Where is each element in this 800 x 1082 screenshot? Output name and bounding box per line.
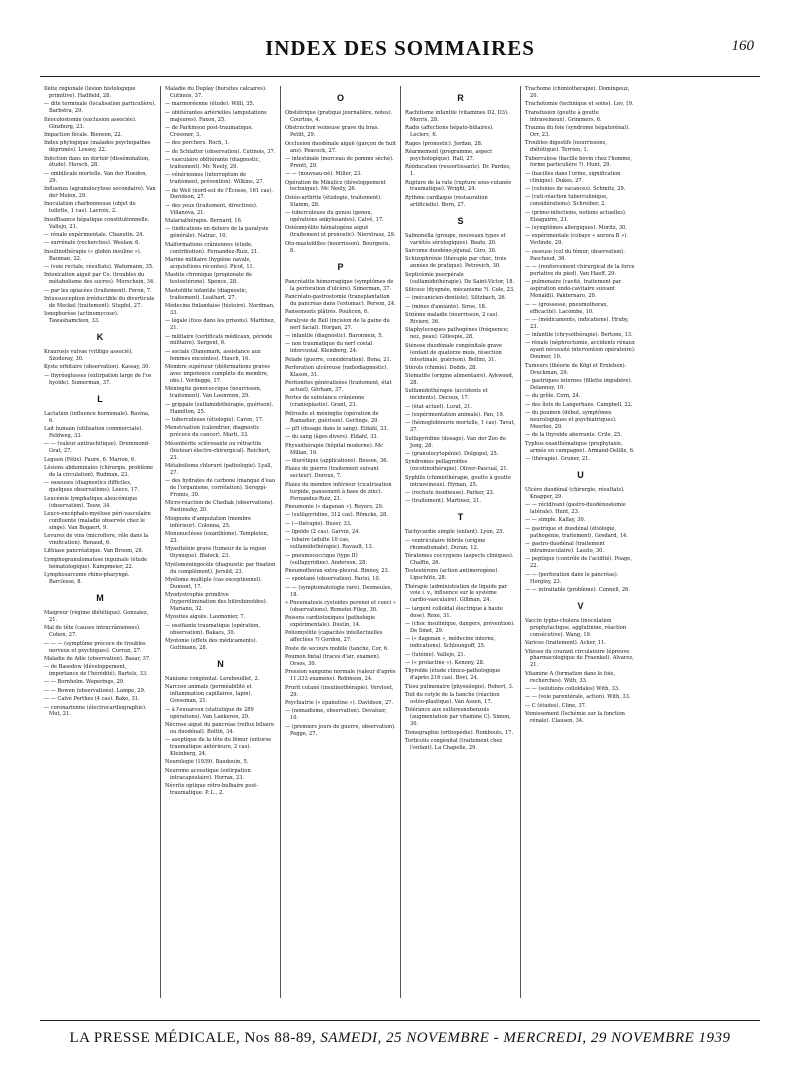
page-title: INDEX DES SOMMAIRES: [265, 36, 535, 60]
section-letter: S: [457, 215, 464, 226]
index-entry: — (argent colloïdal électrique à haute dose). Rexe, 31.: [405, 605, 503, 619]
index-entry: Ionophorèse (actinomycose). Tawashamcken, 33.: [44, 311, 119, 325]
index-entry: Lactation (influence hormonale). Ravina, 6.: [44, 410, 150, 424]
index-entry: Stomatite (origine alimentaire). Aykwood, 28.: [405, 373, 514, 387]
index-entry: Maladie de Adie (observation). Basar, 37.: [44, 655, 151, 662]
index-entry: — (« prolactine »). Kenony, 28.: [405, 660, 485, 667]
index-entry: Toit du cotyle de la hanche (réaction ostéo-plastique). Van Assen, 17.: [405, 692, 500, 705]
page-number: 160: [731, 38, 754, 54]
index-entry: — — (symptomatologie rare). Desmeules, 18.: [285, 584, 393, 598]
index-entry: — (nomadisme, observation). Devaluer, 10.: [285, 708, 387, 722]
index-entry: Vitamine A (formation dans le foie, recherches). With, 33.: [525, 670, 616, 684]
section-letter: P: [337, 261, 344, 272]
index-entry: — (—thérapie). Buser, 33.: [285, 520, 352, 527]
index-entry: — — (nouveau-né). Miller, 23.: [285, 171, 362, 178]
index-entry: — osseuse (col du fémur, observation). Paschoud, 36.: [525, 248, 625, 262]
index-entry: — (lutéine). Vallejo, 21.: [405, 651, 466, 658]
section-letter: T: [457, 512, 464, 523]
index-entry: Typhus exanthématique (prophylaxie, armée en campagne). Armand-Delille, 6.: [525, 440, 635, 454]
index-entry: Ostéo-arthrite (étiologie, traitement). Stamm, 28.: [285, 194, 382, 208]
index-entry: — rénale expérimentale. Chanutin. 24.: [44, 232, 145, 239]
index-entry: Trauma du foie (syndrome hépatorénal). Orr, 23.: [525, 124, 630, 138]
index-entry: Infection dans un dortoir (dissémination, étude). Horsch, 28.: [44, 155, 150, 169]
index-entry: — intestinale (morceau de pomme séché). Prentt, 29.: [285, 155, 394, 169]
index-entry: Testostérone (action antimorogène). Lipschütz, 28.: [405, 568, 499, 582]
index-entry: Réarmement (programme, aspect psychologique). Hall, 27.: [405, 148, 493, 162]
index-entry: — ventriculaire fébrile (origine rhumatismale). Duran, 12.: [405, 537, 486, 551]
index-entry: — aseptique de la tête du fémur (entorse traumatique antérieure, 2 cas). Kleinberg, 24.: [165, 737, 272, 758]
index-entry: Leguen (Félix). Faure, 6. Marion, 6.: [44, 456, 136, 463]
index-entry: — tuberculeuse (étiologie). Caren, 17.: [165, 416, 264, 423]
index-entry: Stérols (chimie). Dodds, 28.: [405, 364, 477, 371]
index-entry: — C (études). Cline, 37.: [525, 702, 587, 709]
index-entry: — (sulfapyridine, 312 cas). Römcke, 28.: [285, 512, 388, 519]
index-entry: Poumon fœtal (traces d'air, examen). Orsos, 30.: [285, 654, 381, 668]
index-entry: Rachitisme infantile (vitamines D2, D3). Morris, 28.: [405, 110, 509, 123]
index-entry: Vomissement (Ischémie sur la fonction rénale). Clausen, 34.: [525, 711, 625, 725]
index-entry: Lymphogranulomatose inguinale (étude hématologique). Kampmeier, 22.: [44, 556, 148, 570]
index-entry: — lipoïde (2 cas). Garvin, 24.: [285, 528, 361, 535]
index-entry: Plaies de guerre (traitement suivant secteur). Duroux, 7.: [285, 466, 379, 480]
index-entry: — de la thyroïde aberrante. Crile, 25.: [525, 432, 622, 439]
section-letter: M: [96, 592, 104, 603]
index-entry: Kraurosis vulvae (vitiligo associé). Szodoray, 30.: [44, 349, 133, 363]
index-entry: Myosites aiguës. Laumonier, 7.: [165, 614, 246, 621]
index-entry: Péritonites généralisées (traitement, état actuel). Görham, 37.: [285, 380, 392, 394]
index-entry: Poliomyélite (capacités intellectuelles affectées ?) Gordon, 27.: [285, 630, 383, 644]
index-entry: Médecine finlandaise (histoire). Nordman, 33.: [165, 302, 275, 316]
index-entry: Tératomes coccygiens (aspects cliniques). Chaffin, 26.: [405, 552, 514, 566]
index-entry: Leucémie lymphatique aleucémique (observation). Touw, 34.: [44, 495, 138, 509]
index-entry: Insulinothérapie (« globin insuline »). Bauman, 22.: [44, 248, 142, 262]
index-entry: — (mines d'amiante). Siroe, 18.: [405, 303, 487, 310]
index-entry: — des porchers. Roch, 1.: [165, 140, 230, 147]
index-entry: — ossifiante traumatique (opération, observation). Bakacs, 30.: [165, 622, 260, 636]
index-entry: Mal de tête (causes intracrâniennes). Cohen, 27.: [44, 625, 141, 639]
index-entry: Mésentérite sclérosante ou rétractile (bistouri électro-chirurgical). Reichert, 23.: [165, 440, 271, 461]
index-entry: Septicémie puerpérale (sulfamidothérapie). De Saint-Victor, 18.: [405, 271, 515, 285]
index-entry: — ombilicale mortelle. Van der Hoeden, 29.: [44, 170, 147, 184]
index-entry: Occlusion duodénale aiguë (garçon de huit ans). Peacock, 27.: [285, 140, 396, 154]
index-entry: Maladie du Duplay (bursites calcaires). Cutinois, 37.: [165, 86, 267, 99]
index-entry: Sulfapyridine (dosage). Van der Zoo de Jong, 28.: [405, 435, 506, 449]
index-entry: — — (voie parentérale, action). With, 33.: [525, 694, 631, 701]
index-entry: — — (valeur antirachitique). Drummond-Grat, 27.: [44, 441, 150, 455]
index-entry: Paralysie de Bell (incision de la gaine du nerf facial). Horgan, 27.: [285, 317, 390, 331]
section-letter: V: [577, 600, 584, 611]
index-entry: Prurit cutané (insulinothérapie). Vervloet, 29.: [285, 684, 394, 698]
index-entry: — thyréoglosses (extirpation large de l'os hyoïde). Sumerman, 37.: [44, 372, 152, 386]
index-entry: Mastite chronique (propionate de testostérone). Spence, 28.: [165, 272, 252, 286]
index-entry: — vénériennes (interruption de traitement, prévention). Wilkins, 27.: [165, 172, 265, 186]
index-entry: Varices (traitement). Acker, 11.: [525, 640, 606, 647]
index-entry: Silicose (dyspnée, mécanisme ?). Cole, 23.: [405, 286, 515, 293]
index-entry: Malariathérapie. Bernard, 16.: [165, 218, 243, 225]
index-entry: — — (médicaments, indications). Hruby, 23.: [525, 316, 629, 330]
index-entry: Rééducation (ressortissants). Dr. Pardes, 1.: [405, 164, 511, 178]
index-entry: — peptique (contrôle de l'acidité). Poage, 22.: [525, 556, 632, 570]
index-entry: Rythme cardiaque (restauration artificielle). Born, 27.: [405, 194, 488, 208]
index-entry: Opération de Mikulicz (développement technique). Mc Neely, 26.: [285, 179, 386, 193]
index-entry: Levures de vins (microflore, rôle dans la vinification). Renaud, 6.: [44, 533, 149, 547]
index-column: [280, 86, 400, 998]
index-entry: Myodystrophie primitive (hyperélimination des bilirubinoïdes). Marianu, 32.: [165, 592, 268, 613]
index-entry: Rupture de la rate (rupture sous-cutanée traumatique). Wright, 24.: [405, 179, 512, 193]
index-entry: — (primo-infections, notions actuelles). Eizaguirre, 21.: [525, 209, 627, 223]
index-entry: — pH (dosage dans le sang). Eldahl, 33.: [285, 426, 389, 433]
index-entry: — — Bornholm. Weperings, 29.: [44, 679, 125, 686]
index-entry: — (mécanicien-dentiste). Siltzbach, 26.: [405, 295, 507, 302]
index-entry: — par les opiacées (traitement). Feron, 7.: [44, 287, 152, 294]
index-entry: Pansements plâtrés. Poulicen, 6.: [285, 309, 369, 316]
index-entry: Vaccin typho-cholera (inoculation prophylactique, agglutinine, réaction consécutive). Wang, 19.: [525, 617, 627, 638]
index-entry: Poisons cardiotoxiques (pathologie expérimentale). Dustin, 14.: [285, 615, 376, 629]
index-entry: — gastrique et duodénal (étiologie, pathogénie, traitement). Gosdard, 14.: [525, 525, 628, 539]
index-entry: Micro-réaction de Chediak (observations). Pastinszky, 30.: [165, 500, 275, 514]
index-entry: — militaire (certificats médicaux, période militaire). Sergent, 6.: [165, 333, 273, 347]
index-entry: — (état actuel). Lurat, 21.: [405, 403, 473, 410]
index-entry: Mononucléose (exanthème). Templeton, 23.: [165, 531, 269, 544]
index-entry: Plaies du membre inférieur (cicatrisation torpide, pansement à base de zinc). Fernandez-Ruiz, 21.: [285, 481, 392, 502]
index-entry: — (voie rectale, résultats). Wahzmann, 35.: [44, 264, 154, 270]
footer-issue: Nos 88-89,: [244, 1030, 317, 1046]
index-entry: Kyste orbitaire (observation). Kassay, 30.: [44, 364, 151, 371]
index-entry: — (« dagenan », médecine interne, indications). Schloungoff, 35.: [405, 636, 496, 650]
index-column: [400, 86, 520, 998]
index-entry: — — (renforcement chirurgical de la force portative du pied). Van Haeff, 29.: [525, 264, 635, 277]
index-entry: Schizophrénie (thérapie par choc, trois années de pratique). Petrovich, 30.: [405, 256, 507, 270]
index-entry: — des yeux (traitement, directives). Villanova, 21.: [165, 202, 258, 216]
index-entry: — surrénale (recherches). Weslaw. 6.: [44, 240, 141, 247]
index-entry: « Pneumatosis cystoides perenei et coeci » (observations). Remetei-Filep, 30.: [285, 599, 396, 613]
index-column: [520, 86, 640, 998]
index-entry: Ostéomyélite hématogène aiguë (traitement et pronostic). Nierstrasz, 29.: [285, 225, 396, 239]
index-entry: — légale (fous dans les prisons). Martinez, 21.: [165, 318, 276, 332]
index-entry: — — intraitable (problème). Connell, 26.: [525, 586, 630, 593]
index-entry: Trachotomie (technique et soins). Lev, 19.: [525, 101, 634, 108]
index-entry: Névrite optique rétro-bulbaire post-traumatique. P. L., 2.: [165, 783, 258, 797]
index-entry: Maigreur (régime diététique). Gonzalez, 21.: [44, 609, 149, 623]
index-entry: — du grêle. Corn, 24.: [525, 393, 581, 400]
index-entry: — vasculaire oblitérante (diagnostic, traitement). Mc Neely, 29.: [165, 156, 261, 170]
index-column: [160, 86, 280, 998]
index-entry: Insuffisance hépatique constitutionnelle. Vallejo, 21.: [44, 216, 150, 230]
index-entry: Nécrose aiguë du pancréas (reflux biliaire ou duodénal). Bottin, 34.: [165, 721, 275, 735]
index-entry: Pneumothorax extra-pleural. Binney, 23.: [285, 567, 390, 574]
index-entry: — — simple. Kallay, 30.: [525, 517, 586, 524]
index-entry: Vitesse du courant circulatoire (épreuve pharmacologique de Fraenkel). Alvarez, 21.: [525, 648, 634, 669]
index-entry: — de Basedow (développement, importance de l'hérédité). Bartels, 33.: [44, 664, 148, 678]
index-entry: Myasthénie grave (tumeur de la région thymique). Blalock, 23.: [165, 546, 267, 560]
index-entry: Syphilis (chimiothérapie, goutte à goutte intraveineux). Hyman, 25.: [405, 474, 511, 488]
index-entry: — (traitement). Martinez, 21.: [405, 498, 481, 505]
index-entry: Oto-mastoïdites (nourrisson). Bourgeois, 8.: [285, 240, 391, 254]
index-entry: Physiothérapie (hôpital moderne). Mc Millan, 19.: [285, 442, 383, 456]
index-entry: Lait humain (utilisation commerciale). Feldweg, 33.: [44, 426, 143, 439]
index-entry: Myotonie (effets des médicaments). Guttmann, 28.: [165, 638, 258, 652]
index-entry: — infantile (chrysothérapie). Bertone, 13.: [525, 332, 633, 339]
index-entry: Pneumonie (« dagenan »). Reyers, 29.: [285, 503, 384, 510]
index-entry: — à l'eunarcon (statistique de 289 opérations). Van Lankeren, 29.: [165, 706, 254, 720]
index-entry: — grippale (sulfamidothérapie, guérison). Hamilton, 25.: [165, 401, 274, 415]
index-entry: — des îlots de Langerhans. Campbell, 22.: [525, 401, 633, 408]
index-entry: Tolérance aux sulfaresnobenzols (augmentation par vitamine C). Simon, 30.: [405, 707, 511, 728]
index-entry: Psychiatrie (« épanutine »). Davidson, 27.: [285, 699, 394, 706]
index-entry: Rages (pronostic). Jordan, 28.: [405, 140, 483, 147]
footer-rule: [40, 1020, 760, 1021]
index-entry: Pancréatite hémorragique (symptômes de la perforation d'ulcère). Simerman, 37.: [285, 278, 394, 292]
index-entry: Staphylocoques pathogènes (fréquence; nez, peau). Gillespie, 28.: [405, 327, 509, 341]
index-entry: Pétrosite et méningite (opération de Ramadier, guérison). Gerlings, 29.: [285, 410, 379, 424]
index-entry: Pelade (guerre, considération). Bona, 21.: [285, 356, 392, 363]
index-entry: Ulcère duodénal (chirurgie, résultats). Knapper, 29.: [525, 486, 625, 500]
index-entry: — sociale (Danemark, assistance aux femmes enceintes). Hauch, 16.: [165, 348, 261, 362]
index-entry: — coronarienne (électrocardiographie). Mut, 21.: [44, 704, 147, 718]
section-letter: O: [336, 93, 344, 103]
section-letter: L: [97, 393, 103, 404]
index-entry: — (choc insulinique, dangers, prévention). De Smet, 29.: [405, 621, 515, 635]
index-entry: Métabolisme chloruré (pathologie). Lyall, 27.: [165, 462, 273, 476]
index-entry: — tuberculeuse du genou (genou, opérations ankylosantes). Calvé, 17.: [285, 210, 384, 224]
index-entry: — (cuti-réaction tuberculinique, considérations). Schreiber, 2.: [525, 194, 608, 208]
index-entry: Intoxication aiguë par Co. (troubles du métabolisme des sucres). Morschein, 34.: [44, 272, 155, 286]
index-column: [40, 86, 160, 998]
index-entry: Iléocolostomie (exclusion associée). Ginzburg, 23.: [44, 116, 137, 130]
index-entry: — — (perforation dans le pancréas). Horgley, 23.: [525, 571, 619, 585]
index-entry: — — Bowen (observations). Lampe, 29.: [44, 687, 146, 694]
index-entry: Méningite gonococcique (nourrisson, traitement). Van Loenrenn, 29.: [165, 386, 262, 400]
index-entry: Obstétrique (pratique journalière, notes). Courtois, 4.: [285, 110, 393, 123]
index-entry: Thyroïde (étude clinico-pathologique d'après 216 cas). Bovi, 24.: [405, 668, 501, 682]
index-entry: Poste de secours mobile (tanche, Cor, 6.: [285, 645, 389, 652]
index-entry: Membre supérieur (déformations graves avec impotence complète du membre, obs.). Verdegge, 17.: [165, 364, 270, 385]
index-entry: Lymphosarcome rhino-pharyngé. Barclesse, 8.: [44, 572, 130, 585]
index-entry: Malformations crâniennes (étude, contribution). Fernandez-Ruiz, 21.: [165, 241, 259, 255]
section-letter: U: [577, 469, 584, 480]
index-entry: Narcose animale (perméabilité et inflammation capillaires, lapin). Gressman, 21.: [165, 684, 253, 705]
index-entry: Pertes de substance crânienne (cranioplastie). Grant, 23.: [285, 395, 365, 409]
index-entry: — (bacilles dans l'urine, signification clinique). Dukes, 27.: [525, 170, 621, 184]
index-entry: — diurétique (applications). Bessoe, 36.: [285, 458, 389, 465]
index-entry: Mastoïdite infantile (diagnostic, traitement). Leathart, 27.: [165, 287, 248, 301]
index-entry: Moignons d'amputation (membre inférieur). Colonna, 25.: [165, 515, 252, 529]
index-entry: Pancréato-gastrostomie (transplantation du pancréas dans l'estomac). Person, 24.: [285, 293, 396, 307]
index-entry: Salmonella (groupe, nouveaux types et variétés sérologiques). Beato, 20.: [405, 232, 506, 246]
index-entry: — — (grossesse, pneumothorax, efficacité). Lacombe, 10.: [525, 301, 608, 315]
index-entry: Sixième maladie (nourrisson, 2 cas). Riviere, 36.: [405, 312, 500, 325]
index-entry: — lobaire (adulte 10 cas, sulfamidothérapie). Ravault, 13.: [285, 537, 374, 551]
index-entry: Tachycardie simple (enfant). Lyon, 25.: [405, 529, 505, 536]
index-entry: — (indications en dehors de la paralysie générale). Natrac, 10.: [165, 226, 269, 240]
index-entry: Nanisme congénital. Lerebouillet, 2.: [165, 675, 260, 682]
index-entry: Marine militaire (hygiène navale, acquisitions récentes). Picot, 11.: [165, 257, 255, 270]
index-entry: — — (solutions colloïdales) With, 33.: [525, 686, 620, 693]
index-entry: Tissu pulmonaire (physiologie). Robert, 3.: [405, 683, 514, 690]
index-entry: — gastro-duodénal (traitement intramusculaire). Laszlo, 30.: [525, 541, 605, 555]
index-entry: Inoculation charbonneuse (objet de toilette, 1 cas). Lacroix, 2.: [44, 201, 136, 215]
index-entry: — — Calvé Perthes (4 cas). Bako, 31.: [44, 696, 140, 703]
page-footer: [0, 1030, 800, 1047]
index-entry: Tomographie (orthopédie). Rombouts, 17.: [405, 729, 514, 736]
index-entry: Impaction fécale. Bienson, 22.: [44, 131, 123, 138]
index-entry: Lithiase pancréatique. Van Broom, 28.: [44, 548, 144, 555]
index-entry: Troubles digestifs (nourrissons, diététique). Terrien, 1.: [525, 140, 607, 154]
index-entry: — rénale (néphrectomie, accidents rénaux ayant nécessité intervention opératoire). Doumer, 10.: [525, 340, 636, 361]
index-entry: Index phylogique (malades psychopathes déprimés). Lossey, 22.: [44, 140, 151, 154]
footer-journal: LA PRESSE MÉDICALE,: [69, 1030, 241, 1046]
index-entry: — oblitérantes artérielles (amputations majeures). Faxon, 25.: [165, 109, 267, 123]
index-entry: — pneumococcique (type II) (sulfapyridine). Anderson, 28.: [285, 552, 368, 566]
index-entry: — infantile (diagnostic). Baronneix, 5.: [285, 332, 384, 339]
index-entry: Trachome (chimiothérapie). Domingeuz, 20.: [525, 86, 630, 99]
index-entry: — de Schlatter (observation). Cutinois, 37.: [165, 148, 276, 155]
index-entry: — (colonies de vacances). Schmitz, 29.: [525, 186, 626, 193]
section-letter: R: [457, 93, 464, 103]
index-entry: Sténose duodénale congénitale grave (enfant de quatorze mois, résection intestinale, guérison). Bellini, 31.: [405, 342, 502, 363]
index-entry: — du poumon (début, symptômes neurologiques et psychiatriques). Meerloo, 29.: [525, 410, 617, 430]
index-entry: Leuco-encéphalo-myélose péri-vasculaire confluente (maladie observée chez le singe). Van Bogaert, 9.: [44, 510, 151, 531]
section-letter: N: [217, 658, 224, 669]
index-entry: Sulfamidothérapie (accidents et incidents). Decoux, 17.: [405, 388, 488, 402]
index-columns: [40, 86, 760, 998]
index-entry: Tuberculose (bacille bovin chez l'homme, forme particulière ?). Hunt, 29.: [525, 155, 632, 169]
index-entry: — de Parkinson post-traumatique. Crossner, 3.: [165, 124, 254, 138]
footer-dates: SAMEDI, 25 NOVEMBRE - MERCREDI, 29 NOVEMBRE 1939: [320, 1030, 731, 1046]
header-rule: [40, 76, 760, 77]
index-entry: — expérimentale (cobaye « aurora B »). Verlinde, 29.: [525, 233, 628, 247]
index-entry: Sarcome duodéno-jéjunal. Giro, 30.: [405, 248, 497, 255]
index-entry: Myéloméningocèle (diagnostic par fixation du complément). Jersild, 23.: [165, 561, 276, 575]
index-entry: Neurome acoustique (extirpation intracapsulaire). Horrax, 23.: [165, 767, 251, 781]
index-entry: — non traumatique du nerf costal intercostal. Kleinberg, 24.: [285, 341, 373, 355]
index-entry: — (symptômes allergiques). Moritz, 30.: [525, 225, 627, 232]
section-letter: K: [96, 332, 104, 343]
index-entry: — gastriques internes (fillette impubère). Delannoy, 10.: [525, 378, 633, 391]
index-entry: Influenza (agranulocytose secondaire). Van der Molen, 29.: [44, 186, 156, 200]
index-entry: Syndromes pellagroïdes (nicotinothérapie). Oliver-Pascual, 21.: [405, 459, 509, 473]
index-entry: Neurologie (1939). Baudouin, 5.: [165, 759, 249, 766]
index-entry: — (thérapie). Gruner, 21.: [525, 455, 590, 462]
index-entry: — (hémoglobinurie mortelle, 1 cas). Tavat, 37.: [405, 420, 516, 434]
index-entry: — (expérimentation animale). Pan, 19.: [405, 412, 505, 419]
index-entry: — des hydrates de carbone (manque d'eau de l'organisme, corrélation). Sereppi-Fromis, 30.: [165, 478, 276, 499]
index-entry: Tumeurs (théorie de Kögl et Erxleben). Druckman, 29.: [525, 362, 627, 376]
index-entry: — osseuses (diagnostics difficiles, quelques observations). Loeco, 17.: [44, 480, 139, 494]
index-entry: Lésions abdominales (chirurgie, problème de la circulation). Rudman, 23.: [44, 464, 154, 478]
index-entry: Torticolis congénital (traitement chez l'enfant). La Chapelle, 29.: [405, 737, 503, 751]
index-entry: — — récidivant (gastro-duodénostomie latérale). Hunt, 23.: [525, 502, 626, 516]
index-entry: Menstruation (calendrier, diagnostic précoce du cancer). Marti, 33.: [165, 425, 260, 439]
index-entry: Obstruction veineuse grave du bras. Petitt, 29.: [285, 125, 380, 139]
index-entry: — marmoréenne (étude). Willi, 35.: [165, 101, 255, 108]
index-entry: — (rechute insidieuse). Parker, 23.: [405, 490, 495, 496]
index-entry: — (granulocytopénie). Dolgopol, 25.: [405, 451, 499, 458]
index-entry: — spontané (observation). Parisi, 10.: [285, 576, 381, 583]
index-entry: Intussusception irréductible du diverticule de Meckel (traitement). Stupfel, 27.: [44, 295, 155, 309]
index-entry: — dite terminale (localisation particulière). Barbstra, 29.: [44, 101, 156, 115]
index-entry: Transfusion (goutte à goutte intraveineux). Grimmers, 6.: [525, 109, 602, 123]
index-entry: Thérapie (administration de liquide par voie i. v., influence sur le système cardio-vasculaire). Gillman, 24.: [405, 583, 508, 604]
index-entry: — — — (symptôme précoce de troubles nerveux et psychiques). Curran, 27.: [44, 640, 146, 654]
index-entry: Radis (affections hépato-biliaires). Leclerc, 6.: [405, 125, 494, 139]
index-entry: Pression sanguine normale (valeur d'après 11.333 examens). Robinson, 24.: [285, 669, 396, 683]
index-entry: — (premiers jours de guerre, observation). Pegge, 27.: [285, 723, 396, 737]
index-entry: — de Weil (nord-est de l'Écosse, 161 cas). Davidson, 27.: [165, 187, 273, 201]
index-entry: Perforation ulcéreuse (radiodiagnostic). Klason, 31.: [285, 364, 389, 378]
index-entry: Iléite régionale (lésion histologique primitive). Hadfield, 28.: [44, 86, 136, 99]
index-entry: Myélome multiple (cas exceptionnel). Dumont, 17.: [165, 576, 262, 590]
index-entry: — du sang (âges divers). Eldahl, 33.: [285, 434, 379, 441]
index-entry: — pulmonaire (cavité, traitement par aspiration endo-cavitaire suivant Monaldi). Pakternaro, 20.: [525, 279, 622, 300]
